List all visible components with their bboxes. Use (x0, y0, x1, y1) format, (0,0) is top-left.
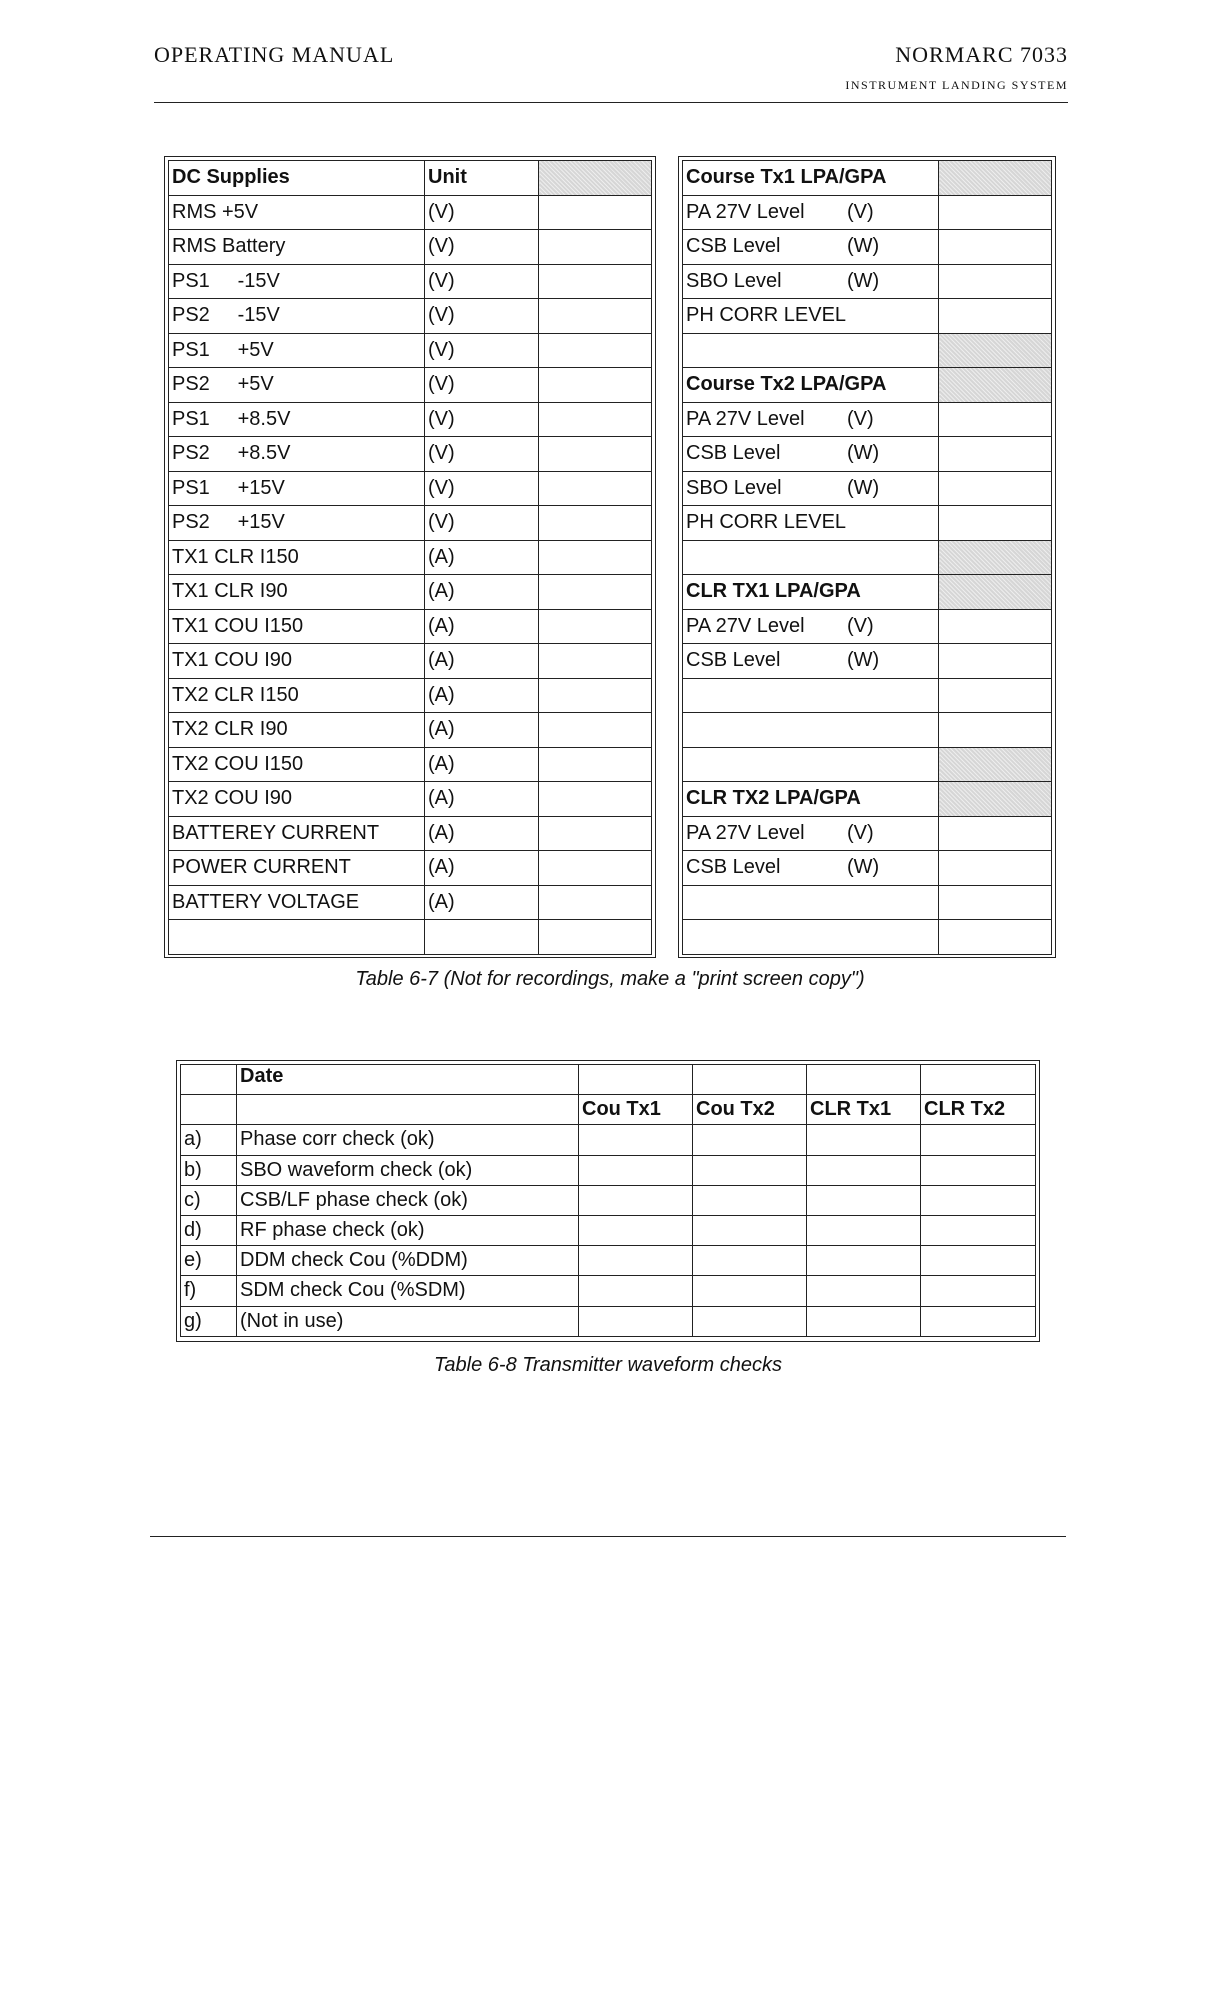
supply-value-cell (539, 782, 652, 817)
header-left-title: OPERATING MANUAL (154, 42, 395, 67)
table7-left-header-row (169, 161, 652, 196)
measurement-name: PH CORR LEVEL (686, 511, 847, 534)
value-cell-shaded (939, 368, 1052, 403)
value-cell-shaded (939, 782, 1052, 817)
row-key: c) (181, 1185, 237, 1215)
table7-left-row (169, 437, 652, 472)
supply-value-cell (539, 851, 652, 886)
table8-row (181, 1276, 1036, 1306)
supply-value-cell (539, 368, 652, 403)
table7-right-frame (678, 156, 1056, 958)
measurement-unit: (W) (847, 442, 880, 465)
supply-name: PS2 +8.5V (169, 437, 425, 472)
supply-unit: (A) (425, 713, 539, 748)
section-header (683, 161, 939, 196)
table7-right-row (683, 713, 1052, 748)
row-key: b) (181, 1155, 237, 1185)
check-value-cell (693, 1155, 807, 1185)
table8 (180, 1064, 1036, 1337)
supply-value-cell (539, 609, 652, 644)
row-key: d) (181, 1215, 237, 1245)
measurement-value-cell (939, 506, 1052, 541)
table7-left-row (169, 644, 652, 679)
supply-name: TX2 CLR I150 (169, 678, 425, 713)
blank-cell (237, 1095, 579, 1125)
header-right-title: NORMARC 7033 (895, 42, 1068, 67)
measurement-label (683, 333, 939, 368)
measurement-label (683, 230, 939, 265)
measurement-label (683, 816, 939, 851)
header-dc-supplies: DC Supplies (169, 161, 425, 196)
date-label: Date (237, 1065, 579, 1095)
check-value-cell (921, 1215, 1036, 1245)
table7-caption: Table 6-7 (Not for recordings, make a "print screen copy") (355, 968, 865, 990)
check-value-cell (807, 1155, 921, 1185)
measurement-label (683, 747, 939, 782)
table7-left-row (169, 264, 652, 299)
measurement-name: CSB Level (686, 856, 781, 879)
measurement-name: PH CORR LEVEL (686, 304, 847, 327)
supply-value-cell (539, 644, 652, 679)
measurement-value-cell (939, 816, 1052, 851)
supply-value-cell (539, 816, 652, 851)
table7-right-row (683, 506, 1052, 541)
table8-row (181, 1185, 1036, 1215)
measurement-label (683, 609, 939, 644)
measurement-unit: (V) (847, 200, 874, 223)
check-value-cell (579, 1125, 693, 1155)
supply-unit: (A) (425, 644, 539, 679)
supply-value-cell (539, 264, 652, 299)
table7-right-row (683, 920, 1052, 955)
supply-unit: (V) (425, 506, 539, 541)
measurement-unit: (W) (847, 235, 880, 258)
column-header: Cou Tx1 (579, 1095, 693, 1125)
check-value-cell (921, 1185, 1036, 1215)
row-key: f) (181, 1276, 237, 1306)
supply-unit: (A) (425, 575, 539, 610)
measurement-name: PA 27V Level (686, 407, 805, 430)
table7-left-row (169, 782, 652, 817)
supply-value-cell (539, 437, 652, 472)
value-cell-shaded (939, 575, 1052, 610)
supply-unit: (V) (425, 230, 539, 265)
supply-value-cell (539, 713, 652, 748)
check-value-cell (807, 1185, 921, 1215)
table8-column-header-row (181, 1095, 1036, 1125)
measurement-label (683, 713, 939, 748)
check-value-cell (579, 1246, 693, 1276)
measurement-value-cell (939, 713, 1052, 748)
measurement-unit: (W) (847, 269, 880, 292)
check-label: Phase corr check (ok) (237, 1125, 579, 1155)
supply-name: TX2 COU I90 (169, 782, 425, 817)
table7-right-row (683, 816, 1052, 851)
supply-value-cell (539, 540, 652, 575)
supply-value-cell (539, 333, 652, 368)
table8-row (181, 1125, 1036, 1155)
measurement-label (683, 299, 939, 334)
value-cell-shaded (539, 161, 652, 196)
supply-value-cell (539, 678, 652, 713)
check-value-cell (579, 1185, 693, 1215)
table7-left-row (169, 885, 652, 920)
header-right-subtitle: INSTRUMENT LANDING SYSTEM (845, 78, 1068, 92)
table7-left-row (169, 609, 652, 644)
column-header: Cou Tx2 (693, 1095, 807, 1125)
measurement-value-cell (939, 471, 1052, 506)
measurement-name: Course Tx2 LPA/GPA (686, 373, 887, 396)
check-value-cell (693, 1185, 807, 1215)
row-key: g) (181, 1306, 237, 1336)
measurement-label (683, 920, 939, 955)
check-label: SDM check Cou (%SDM) (237, 1276, 579, 1306)
supply-unit: (V) (425, 195, 539, 230)
supply-name: PS1 +5V (169, 333, 425, 368)
table7-right-row (683, 264, 1052, 299)
measurement-label (683, 506, 939, 541)
measurement-unit: (V) (847, 614, 874, 637)
table7-right-row (683, 609, 1052, 644)
supply-value-cell (539, 230, 652, 265)
check-value-cell (807, 1215, 921, 1245)
table8-caption: Table 6-8 Transmitter waveform checks (434, 1354, 782, 1376)
table8-frame (176, 1060, 1040, 1342)
supply-value-cell (539, 195, 652, 230)
supply-unit: (V) (425, 264, 539, 299)
measurement-name: PA 27V Level (686, 614, 805, 637)
measurement-name: CLR TX1 LPA/GPA (686, 580, 861, 603)
check-value-cell (921, 1246, 1036, 1276)
value-cell-shaded (939, 540, 1052, 575)
check-value-cell (693, 1215, 807, 1245)
measurement-value-cell (939, 920, 1052, 955)
measurement-label (683, 644, 939, 679)
check-value-cell (579, 1215, 693, 1245)
table7-left-frame (164, 156, 656, 958)
supply-value-cell (539, 920, 652, 955)
supply-unit: (V) (425, 402, 539, 437)
table7-right-row (683, 471, 1052, 506)
table7-left-row (169, 851, 652, 886)
table7-left-row (169, 402, 652, 437)
row-key: a) (181, 1125, 237, 1155)
check-value-cell (921, 1306, 1036, 1336)
table7-right (682, 160, 1052, 955)
table7-right-row (683, 747, 1052, 782)
measurement-label (683, 402, 939, 437)
supply-name (169, 920, 425, 955)
table7-right-row (683, 333, 1052, 368)
supply-value-cell (539, 471, 652, 506)
supply-name: PS1 -15V (169, 264, 425, 299)
supply-value-cell (539, 506, 652, 541)
supply-name: BATTERY VOLTAGE (169, 885, 425, 920)
check-label: (Not in use) (237, 1306, 579, 1336)
supply-unit: (A) (425, 782, 539, 817)
check-value-cell (579, 1276, 693, 1306)
check-value-cell (693, 1246, 807, 1276)
measurement-value-cell (939, 851, 1052, 886)
check-label: CSB/LF phase check (ok) (237, 1185, 579, 1215)
supply-unit: (V) (425, 368, 539, 403)
table7-left-row (169, 575, 652, 610)
date-cell (807, 1065, 921, 1095)
table8-row (181, 1155, 1036, 1185)
supply-unit: (A) (425, 816, 539, 851)
supply-name: TX2 COU I150 (169, 747, 425, 782)
supply-name: RMS Battery (169, 230, 425, 265)
measurement-label (683, 678, 939, 713)
check-value-cell (807, 1276, 921, 1306)
date-cell (693, 1065, 807, 1095)
supply-name: TX1 COU I150 (169, 609, 425, 644)
supply-name: TX2 CLR I90 (169, 713, 425, 748)
header-right (845, 42, 1068, 93)
table7-left-row (169, 506, 652, 541)
supply-value-cell (539, 299, 652, 334)
measurement-name: CLR TX2 LPA/GPA (686, 787, 861, 810)
check-value-cell (807, 1306, 921, 1336)
table7-right-row (683, 644, 1052, 679)
supply-unit (425, 920, 539, 955)
measurement-name: SBO Level (686, 269, 782, 292)
table7-right-row (683, 851, 1052, 886)
measurement-value-cell (939, 678, 1052, 713)
table8-row (181, 1215, 1036, 1245)
measurement-name: PA 27V Level (686, 200, 805, 223)
supply-name: BATTEREY CURRENT (169, 816, 425, 851)
table8-row (181, 1306, 1036, 1336)
supply-value-cell (539, 575, 652, 610)
supply-unit: (A) (425, 678, 539, 713)
header-rule (154, 102, 1068, 103)
date-cell (921, 1065, 1036, 1095)
supply-unit: (A) (425, 885, 539, 920)
table7-left-row (169, 368, 652, 403)
table8-date-row (181, 1065, 1036, 1095)
supply-unit: (V) (425, 299, 539, 334)
table7-left-row (169, 230, 652, 265)
measurement-value-cell (939, 195, 1052, 230)
table8-row (181, 1246, 1036, 1276)
supply-unit: (A) (425, 851, 539, 886)
measurement-name: CSB Level (686, 442, 781, 465)
table7-right-row (683, 782, 1052, 817)
measurement-label (683, 195, 939, 230)
table7-left-row (169, 540, 652, 575)
supply-name: RMS +5V (169, 195, 425, 230)
measurement-label (683, 885, 939, 920)
measurement-unit: (V) (847, 821, 874, 844)
table7-left-row (169, 299, 652, 334)
table7-left-row (169, 816, 652, 851)
measurement-label (683, 851, 939, 886)
check-label: DDM check Cou (%DDM) (237, 1246, 579, 1276)
section-header (683, 575, 939, 610)
check-value-cell (921, 1276, 1036, 1306)
measurement-label (683, 540, 939, 575)
table7-right-row (683, 575, 1052, 610)
table7-left-row (169, 195, 652, 230)
blank-cell (181, 1095, 237, 1125)
supply-name: PS2 +15V (169, 506, 425, 541)
table7-right-row (683, 540, 1052, 575)
supply-value-cell (539, 402, 652, 437)
supply-name: PS2 +5V (169, 368, 425, 403)
value-cell-shaded (939, 161, 1052, 196)
header-unit: Unit (425, 161, 539, 196)
supply-value-cell (539, 885, 652, 920)
measurement-value-cell (939, 299, 1052, 334)
check-value-cell (921, 1155, 1036, 1185)
supply-name: TX1 COU I90 (169, 644, 425, 679)
check-value-cell (807, 1246, 921, 1276)
section-header (683, 782, 939, 817)
check-label: SBO waveform check (ok) (237, 1155, 579, 1185)
table7-left-row (169, 747, 652, 782)
measurement-name: SBO Level (686, 476, 782, 499)
measurement-name: CSB Level (686, 649, 781, 672)
supply-unit: (V) (425, 333, 539, 368)
table7-right-row (683, 402, 1052, 437)
supply-name: PS1 +8.5V (169, 402, 425, 437)
supply-unit: (A) (425, 609, 539, 644)
table7-left-row (169, 920, 652, 955)
supply-unit: (A) (425, 540, 539, 575)
table7-left (168, 160, 652, 955)
value-cell-shaded (939, 747, 1052, 782)
table7-right-row (683, 195, 1052, 230)
check-value-cell (693, 1306, 807, 1336)
table7-right-row (683, 885, 1052, 920)
section-header (683, 368, 939, 403)
check-value-cell (807, 1125, 921, 1155)
table7-right-row (683, 437, 1052, 472)
check-value-cell (921, 1125, 1036, 1155)
supply-name: POWER CURRENT (169, 851, 425, 886)
column-header: CLR Tx2 (921, 1095, 1036, 1125)
check-value-cell (579, 1155, 693, 1185)
supply-value-cell (539, 747, 652, 782)
footer-rule (150, 1536, 1066, 1537)
table7-left-row (169, 678, 652, 713)
supply-unit: (V) (425, 437, 539, 472)
supply-unit: (V) (425, 471, 539, 506)
check-value-cell (693, 1276, 807, 1306)
measurement-name: CSB Level (686, 235, 781, 258)
measurement-name: Course Tx1 LPA/GPA (686, 166, 887, 189)
table7-right-row (683, 161, 1052, 196)
table7-right-row (683, 230, 1052, 265)
row-key: e) (181, 1246, 237, 1276)
table7-left-row (169, 471, 652, 506)
measurement-value-cell (939, 885, 1052, 920)
table7-left-row (169, 713, 652, 748)
table7-left-row (169, 333, 652, 368)
measurement-name: PA 27V Level (686, 821, 805, 844)
measurement-unit: (V) (847, 407, 874, 430)
supply-name: TX1 CLR I150 (169, 540, 425, 575)
measurement-unit: (W) (847, 476, 880, 499)
measurement-label (683, 471, 939, 506)
measurement-label (683, 437, 939, 472)
supply-unit: (A) (425, 747, 539, 782)
blank-cell (181, 1065, 237, 1095)
measurement-value-cell (939, 230, 1052, 265)
table7-right-row (683, 368, 1052, 403)
supply-name: TX1 CLR I90 (169, 575, 425, 610)
value-cell-shaded (939, 333, 1052, 368)
check-value-cell (579, 1306, 693, 1336)
measurement-value-cell (939, 644, 1052, 679)
check-label: RF phase check (ok) (237, 1215, 579, 1245)
measurement-value-cell (939, 264, 1052, 299)
measurement-label (683, 264, 939, 299)
measurement-value-cell (939, 402, 1052, 437)
supply-name: PS2 -15V (169, 299, 425, 334)
column-header: CLR Tx1 (807, 1095, 921, 1125)
measurement-value-cell (939, 609, 1052, 644)
measurement-unit: (W) (847, 856, 880, 879)
table7-right-row (683, 678, 1052, 713)
measurement-unit: (W) (847, 649, 880, 672)
measurement-value-cell (939, 437, 1052, 472)
check-value-cell (693, 1125, 807, 1155)
table7-right-row (683, 299, 1052, 334)
date-cell (579, 1065, 693, 1095)
supply-name: PS1 +15V (169, 471, 425, 506)
